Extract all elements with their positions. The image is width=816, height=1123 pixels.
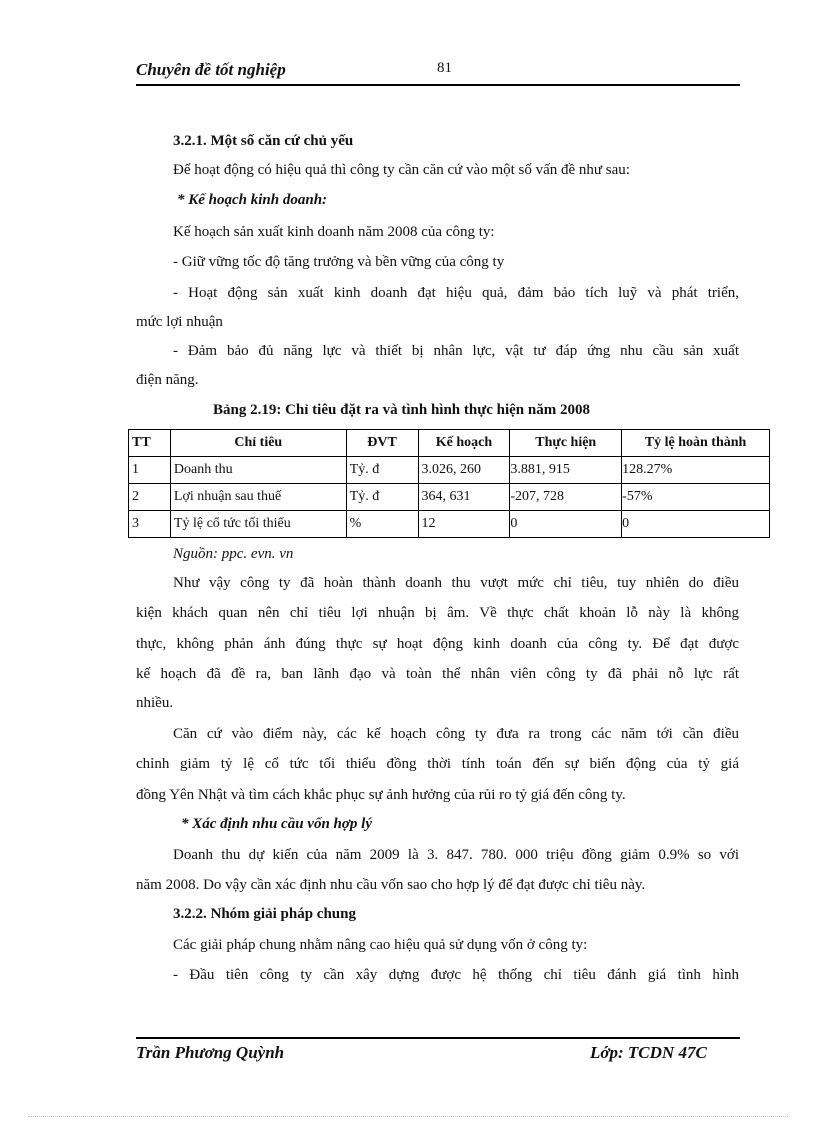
col-header-plan: Kế hoạch [418,430,510,457]
cell-plan: 3.026, 260 [418,457,510,484]
bullet-efficiency-line1: - Hoạt động sản xuất kinh doanh đạt hiệu quả, đảm bảo tích luỹ và phát triển, [173,285,739,301]
paragraph-analysis-line1: Như vậy công ty đã hoàn thành doanh thu vượt mức chỉ tiêu, tuy nhiên do điều [173,575,739,591]
col-header-actual: Thực hiện [510,430,622,457]
paragraph-intro: Để hoạt động có hiệu quả thì công ty cần căn cứ vào một số vấn đề như sau: [173,162,630,178]
paragraph-plan-2008: Kế hoạch sản xuất kinh doanh năm 2008 của công ty: [173,224,495,240]
bullet-capacity-line2: điện năng. [136,372,199,388]
table-row [129,457,770,484]
cell-plan: 364, 631 [418,484,510,511]
cell-plan: 12 [418,511,510,538]
footer-class: Lớp: TCDN 47C [590,1043,707,1062]
bullet-indicator-system: - Đầu tiên công ty cần xây dựng được hệ thống chỉ tiêu đánh giá tình hình [173,967,739,983]
cell-actual: 3.881, 915 [510,457,622,484]
subheading-business-plan: * Kế hoạch kinh doanh: [177,192,328,208]
cell-actual: -207, 728 [510,484,622,511]
paragraph-revenue-line2: năm 2008. Do vậy cần xác định nhu cầu vốn sao cho hợp lý để đạt được chỉ tiêu này. [136,877,646,893]
cell-completion-rate: -57% [622,484,770,511]
paragraph-general-solutions: Các giải pháp chung nhằm nâng cao hiệu quả sử dụng vốn ở công ty: [173,937,588,953]
table-row [129,511,770,538]
cell-tt: 3 [129,511,171,538]
cell-tt: 1 [129,457,171,484]
cell-unit: Tỷ. đ [346,457,418,484]
paragraph-analysis-line4: kế hoạch đã đề ra, ban lãnh đạo và toàn thể nhân viên công ty đã phải nỗ lực rất [136,666,739,682]
paragraph-revenue-line1: Doanh thu dự kiến của năm 2009 là 3. 847. 780. 000 triệu đồng giảm 0.9% so với [173,847,739,863]
col-header-tt: TT [129,430,171,457]
col-header-unit: ĐVT [346,430,418,457]
cell-indicator: Doanh thu [170,457,346,484]
header-divider [136,84,740,86]
paragraph-analysis-line5: nhiều. [136,695,174,711]
cell-tt: 2 [129,484,171,511]
bullet-efficiency-line2: mức lợi nhuận [136,314,223,330]
subheading-capital-needs: * Xác định nhu cầu vốn hợp lý [181,816,373,832]
table-header-row [129,430,770,457]
table-caption: Bảng 2.19: Chỉ tiêu đặt ra và tình hình thực hiện năm 2008 [213,402,590,418]
paragraph-adjust-line1: Căn cứ vào điểm này, các kế hoạch công ty đưa ra trong các năm tới cần điều [173,726,739,742]
section-heading-322: 3.2.2. Nhóm giải pháp chung [173,906,356,922]
cell-actual: 0 [510,511,622,538]
table-source: Nguồn: ppc. evn. vn [173,546,294,562]
cell-unit: % [346,511,418,538]
header-title: Chuyên đề tốt nghiệp [136,60,286,79]
col-header-indicator: Chỉ tiêu [170,430,346,457]
paragraph-adjust-line3: đồng Yên Nhật và tìm cách khắc phục sự ảnh hưởng của rủi ro tỷ giá đến công ty. [136,787,626,803]
cell-completion-rate: 0 [622,511,770,538]
bullet-capacity-line1: - Đảm bảo đủ năng lực và thiết bị nhân lực, vật tư đáp ứng nhu cầu sản xuất [173,343,739,359]
col-header-completion-rate: Tỷ lệ hoàn thành [622,430,770,457]
targets-table [128,429,770,538]
paragraph-analysis-line2: kiện khách quan nên chỉ tiêu lợi nhuận bị âm. Về thực chất khoản lỗ này là không [136,605,739,621]
table-row [129,484,770,511]
cell-unit: Tỷ. đ [346,484,418,511]
paragraph-analysis-line3: thực, không phản ánh đúng thực sự hoạt động kinh doanh của công ty. Để đạt được [136,636,739,652]
paragraph-adjust-line2: chỉnh giảm tỷ lệ cổ tức tối thiểu đồng thời tính toán đến sự biến động của tỷ giá [136,756,739,772]
page-bottom-border [28,1116,788,1117]
page-number: 81 [437,60,452,76]
footer-author: Trần Phương Quỳnh [136,1043,285,1062]
cell-indicator: Lợi nhuận sau thuế [170,484,346,511]
bullet-growth: - Giữ vững tốc độ tăng trưởng và bền vững của công ty [173,254,505,270]
cell-indicator: Tỷ lệ cổ tức tối thiểu [170,511,346,538]
cell-completion-rate: 128.27% [622,457,770,484]
section-heading-321: 3.2.1. Một số căn cứ chủ yếu [173,133,354,149]
footer-divider [136,1037,740,1039]
